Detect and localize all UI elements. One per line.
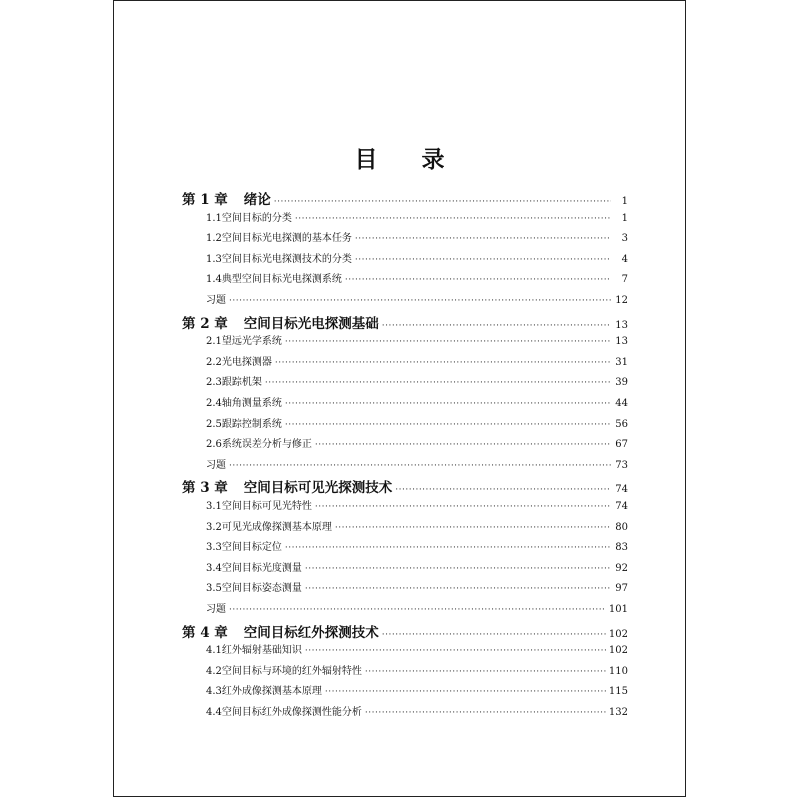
toc-entry-section [206,270,628,285]
page-number: 92 [615,562,628,574]
dot-leader [305,584,611,594]
section-title: 跟踪机架 [221,377,262,389]
section-number: 4.3 [206,686,222,698]
section-title: 典型空间目标光电探测系统 [221,274,342,286]
section-title: 空间目标光电探测技术的分类 [221,253,352,265]
page-number: 4 [621,253,628,265]
section-title: 望远光学系统 [221,336,282,348]
section-number: 2.5 [206,418,222,430]
toc-entry-chapter [182,621,628,641]
page-number: 1 [621,212,628,224]
toc-entry-section [206,682,628,697]
section-number: 2.6 [206,439,222,451]
toc-title-char-2: 录 [421,146,445,173]
dot-leader [365,708,606,718]
dot-leader [315,440,611,450]
toc-entry-section [206,353,628,368]
page-number: 110 [608,665,628,677]
page-number: 3 [621,233,628,245]
section-title: 空间目标与环境的红外辐射特性 [221,665,362,677]
section-title: 空间目标可见光特性 [221,501,312,512]
toc-entry-exercise [206,600,628,615]
dot-leader [285,399,611,409]
dot-leader [365,667,606,677]
dot-leader [285,543,611,553]
dot-leader [335,523,611,533]
exercise-title: 习题 [206,604,226,615]
page-number: 97 [615,583,628,595]
toc-entry-section [206,559,628,574]
section-title: 空间目标光电探测的基本任务 [221,233,352,245]
page-number: 132 [608,707,628,718]
exercise-title: 习题 [206,295,226,306]
toc-title-char-1: 目 [354,146,378,173]
toc-entry-chapter [182,476,628,496]
dot-leader [315,502,611,512]
section-title: 空间目标红外成像探测性能分析 [221,707,362,718]
dot-leader [382,321,611,331]
dot-leader [274,197,611,207]
dot-leader [229,605,606,615]
page-number: 7 [621,274,628,286]
dot-leader [229,461,611,471]
toc-entry-exercise [206,291,628,306]
section-number: 3.1 [206,501,222,512]
page-number: 39 [615,377,628,389]
chapter-number: 第 3 章 [182,480,228,497]
toc-entry-chapter [182,188,628,208]
dot-leader [395,485,611,495]
dot-leader [305,564,611,574]
toc-entry-section [206,250,628,265]
toc-entry-exercise [206,456,628,471]
page-number: 73 [615,459,628,471]
toc-entry-section [206,497,628,512]
section-title: 系统误差分析与修正 [221,439,312,451]
section-title: 空间目标姿态测量 [221,583,302,595]
toc-entry-chapter [182,312,628,332]
toc-entry-section [206,209,628,224]
dot-leader [382,630,606,640]
section-number: 4.4 [206,707,222,718]
dot-leader [229,296,611,306]
toc-entry-section [206,518,628,533]
section-title: 红外成像探测基本原理 [221,686,322,698]
section-number: 1.1 [206,212,222,224]
section-number: 3.5 [206,583,222,595]
page-number: 74 [615,484,628,496]
exercise-title: 习题 [206,459,226,471]
page-number: 74 [615,501,628,512]
dot-leader [345,275,611,285]
document-page [113,0,686,797]
section-number: 3.3 [206,542,222,554]
section-number: 3.2 [206,521,222,533]
section-title: 可见光成像探测基本原理 [221,521,332,533]
page-number: 13 [615,336,628,348]
toc-entry-section [206,579,628,594]
section-number: 4.1 [206,645,222,657]
dot-leader [285,337,611,347]
dot-leader [275,358,611,368]
section-number: 1.2 [206,233,222,245]
page-number: 67 [615,439,628,451]
section-number: 3.4 [206,562,222,574]
dot-leader [305,646,606,656]
toc-entry-section [206,332,628,347]
page-number: 31 [615,356,628,368]
page-number: 13 [615,319,628,331]
toc-entry-section [206,703,628,718]
dot-leader [325,687,606,697]
page-number: 101 [608,604,628,615]
section-number: 1.4 [206,274,222,286]
page-number: 1 [621,196,628,207]
section-number: 4.2 [206,665,222,677]
dot-leader [265,378,611,388]
chapter-number: 第 1 章 [182,192,228,208]
page-number: 102 [608,628,628,640]
section-number: 2.1 [206,336,222,348]
chapter-number: 第 4 章 [182,624,228,641]
toc-entry-section [206,415,628,430]
toc-title [114,141,685,174]
chapter-title: 空间目标红外探测技术 [243,624,379,641]
section-title: 光电探测器 [221,356,272,368]
page-number: 115 [608,686,628,698]
page-number: 83 [615,542,628,554]
section-title: 空间目标光度测量 [221,562,302,574]
section-title: 空间目标定位 [221,542,282,554]
toc-entry-section [206,229,628,244]
toc-entry-section [206,435,628,450]
toc-entry-section [206,373,628,388]
chapter-title: 空间目标光电探测基础 [243,315,379,332]
chapter-title: 空间目标可见光探测技术 [243,480,393,497]
page-number: 102 [608,645,628,657]
toc-entry-section [206,538,628,553]
section-number: 2.2 [206,356,222,368]
chapter-title: 绪论 [243,192,271,208]
dot-leader [355,234,611,244]
dot-leader [285,420,611,430]
toc-entry-section [206,641,628,656]
section-number: 1.3 [206,253,222,265]
section-number: 2.4 [206,398,222,409]
page-number: 44 [615,398,628,409]
section-title: 轴角测量系统 [221,398,282,409]
section-title: 跟踪控制系统 [221,418,282,430]
chapter-number: 第 2 章 [182,315,228,332]
section-title: 红外辐射基础知识 [221,645,302,657]
page-number: 12 [615,295,628,306]
section-number: 2.3 [206,377,222,389]
toc-entry-section [206,662,628,677]
dot-leader [295,214,611,224]
section-title: 空间目标的分类 [221,212,292,224]
page-number: 80 [615,521,628,533]
dot-leader [355,255,611,265]
page-number: 56 [615,418,628,430]
toc-entry-section [206,394,628,409]
